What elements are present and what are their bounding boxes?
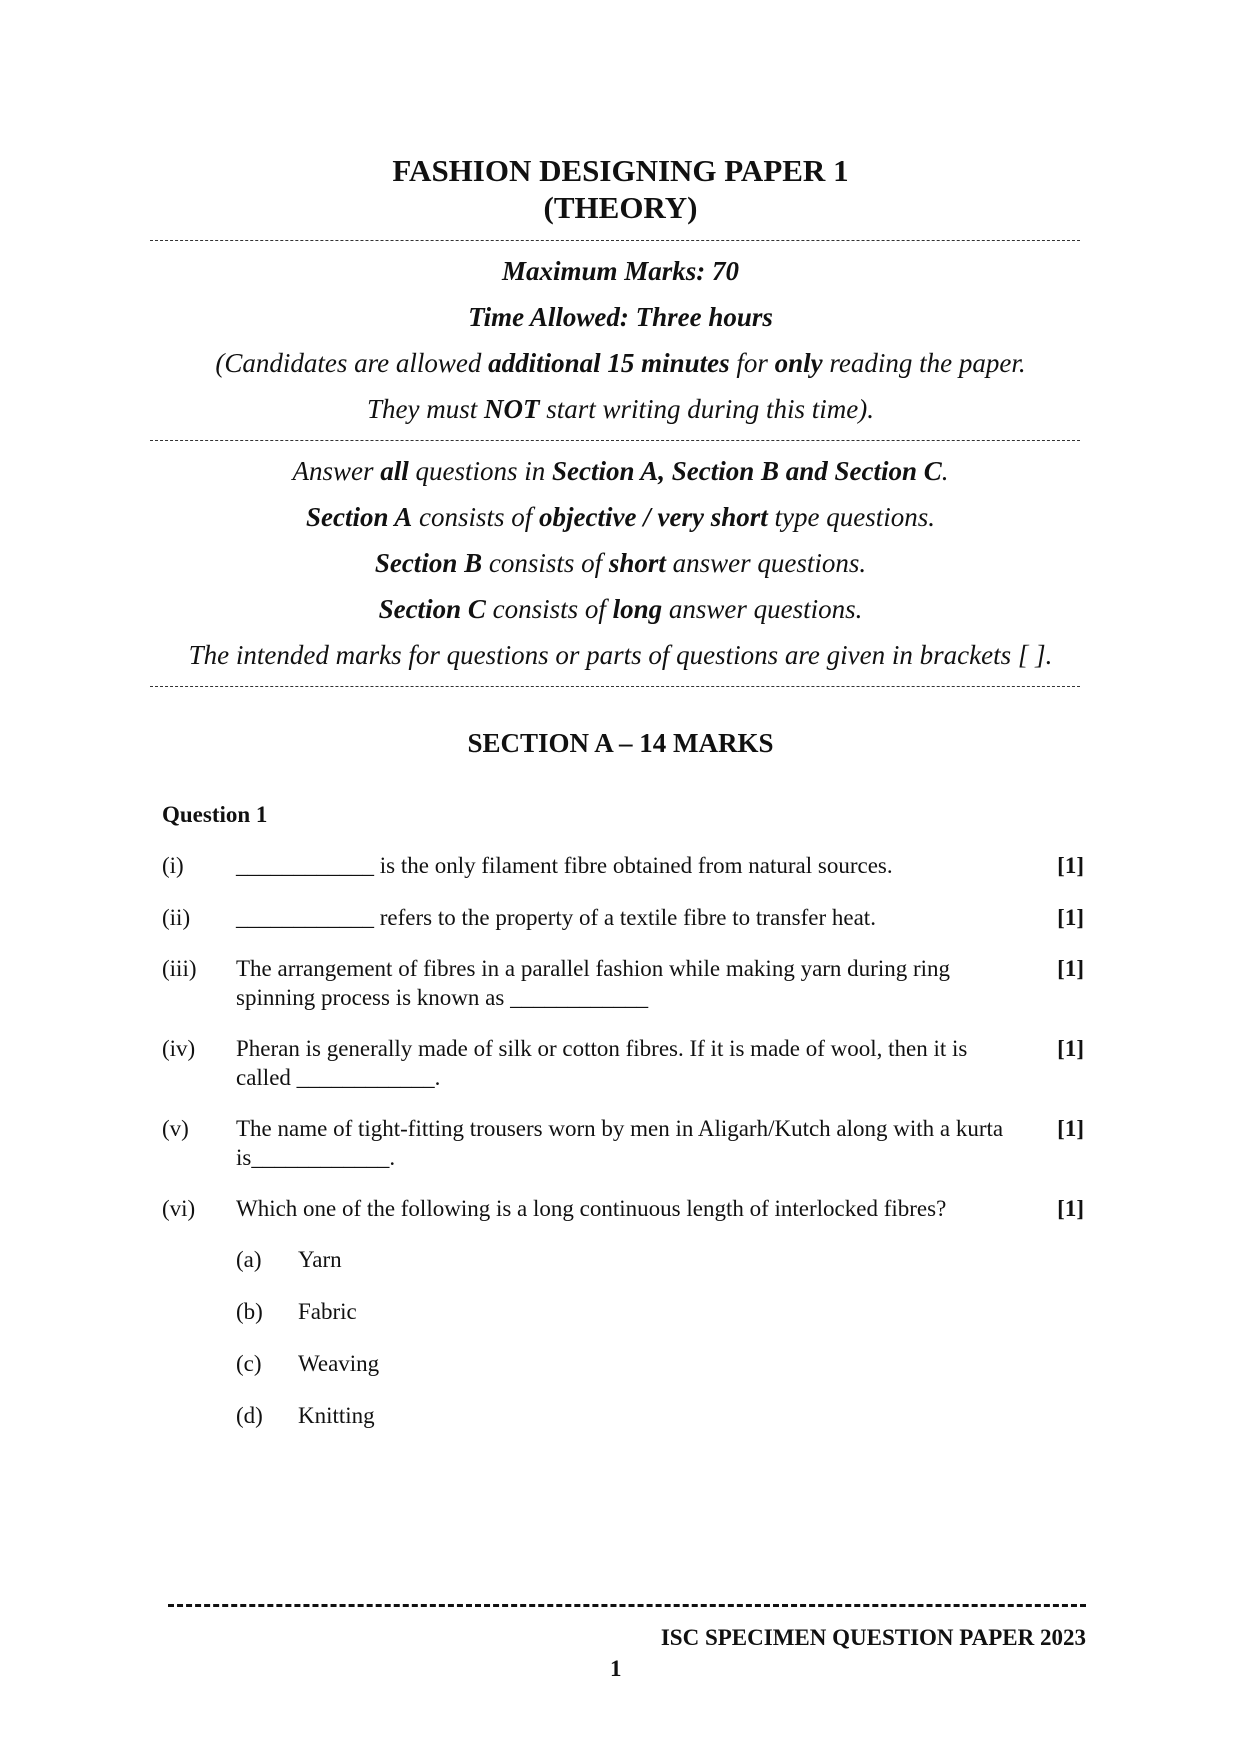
instruction-line3: Section B consists of short answer questions. bbox=[374, 548, 867, 578]
question-number: (v) bbox=[162, 1116, 189, 1141]
question-marks: [1] bbox=[1057, 1116, 1084, 1141]
option-letter: (b) bbox=[236, 1299, 263, 1324]
question-number: (ii) bbox=[162, 905, 191, 930]
reading-note-line1: (Candidates are allowed additional 15 minutes for only reading the paper. bbox=[215, 348, 1026, 378]
max-marks: Maximum Marks: 70 bbox=[501, 256, 740, 286]
footer-paper-name: ISC SPECIMEN QUESTION PAPER 2023 bbox=[660, 1625, 1086, 1650]
page-number: 1 bbox=[610, 1656, 622, 1681]
question-text: The name of tight-fitting trousers worn by men in Aligarh/Kutch along with a kurta is____________. bbox=[236, 1116, 1004, 1170]
instruction-line4: Section C consists of long answer questions. bbox=[378, 594, 863, 624]
question-number: (vi) bbox=[162, 1196, 196, 1221]
option-text: Weaving bbox=[298, 1351, 380, 1376]
divider bbox=[150, 240, 1080, 241]
option-text: Knitting bbox=[298, 1403, 375, 1428]
question-marks: [1] bbox=[1057, 956, 1084, 981]
option-letter: (d) bbox=[236, 1403, 263, 1428]
divider bbox=[150, 440, 1080, 441]
question-number: (i) bbox=[162, 853, 184, 878]
instruction-line1: Answer all questions in Section A, Section B and Section C. bbox=[292, 456, 949, 486]
footer-divider bbox=[168, 1604, 1086, 1607]
question-marks: [1] bbox=[1057, 1036, 1084, 1061]
question-marks: [1] bbox=[1057, 853, 1084, 878]
question-number: (iii) bbox=[162, 956, 197, 981]
question-number: (iv) bbox=[162, 1036, 196, 1061]
question-text: Which one of the following is a long continuous length of interlocked fibres? bbox=[236, 1196, 947, 1221]
question-text: ____________ is the only filament fibre obtained from natural sources. bbox=[236, 853, 893, 878]
question-label: Question 1 bbox=[162, 802, 268, 827]
question-marks: [1] bbox=[1057, 1196, 1084, 1221]
section-a-heading: SECTION A – 14 MARKS bbox=[467, 728, 774, 758]
instruction-line5: The intended marks for questions or parts of questions are given in brackets [ ]. bbox=[188, 640, 1053, 670]
option-letter: (c) bbox=[236, 1351, 262, 1376]
option-text: Fabric bbox=[298, 1299, 357, 1324]
divider bbox=[150, 686, 1080, 687]
instruction-line2: Section A consists of objective / very short type questions. bbox=[306, 502, 935, 532]
time-allowed: Time Allowed: Three hours bbox=[468, 302, 773, 332]
option-text: Yarn bbox=[298, 1247, 342, 1272]
question-text: Pheran is generally made of silk or cotton fibres. If it is made of wool, then it is called ____________. bbox=[236, 1036, 968, 1090]
question-text: The arrangement of fibres in a parallel fashion while making yarn during ring spinning process is known as ____________ bbox=[236, 956, 951, 1010]
option-letter: (a) bbox=[236, 1247, 262, 1272]
reading-note-line2: They must NOT start writing during this time). bbox=[366, 394, 875, 424]
paper-subtitle: (THEORY) bbox=[543, 190, 698, 225]
question-text: ____________ refers to the property of a textile fibre to transfer heat. bbox=[236, 905, 876, 930]
question-marks: [1] bbox=[1057, 905, 1084, 930]
paper-title: FASHION DESIGNING PAPER 1 bbox=[392, 153, 849, 188]
